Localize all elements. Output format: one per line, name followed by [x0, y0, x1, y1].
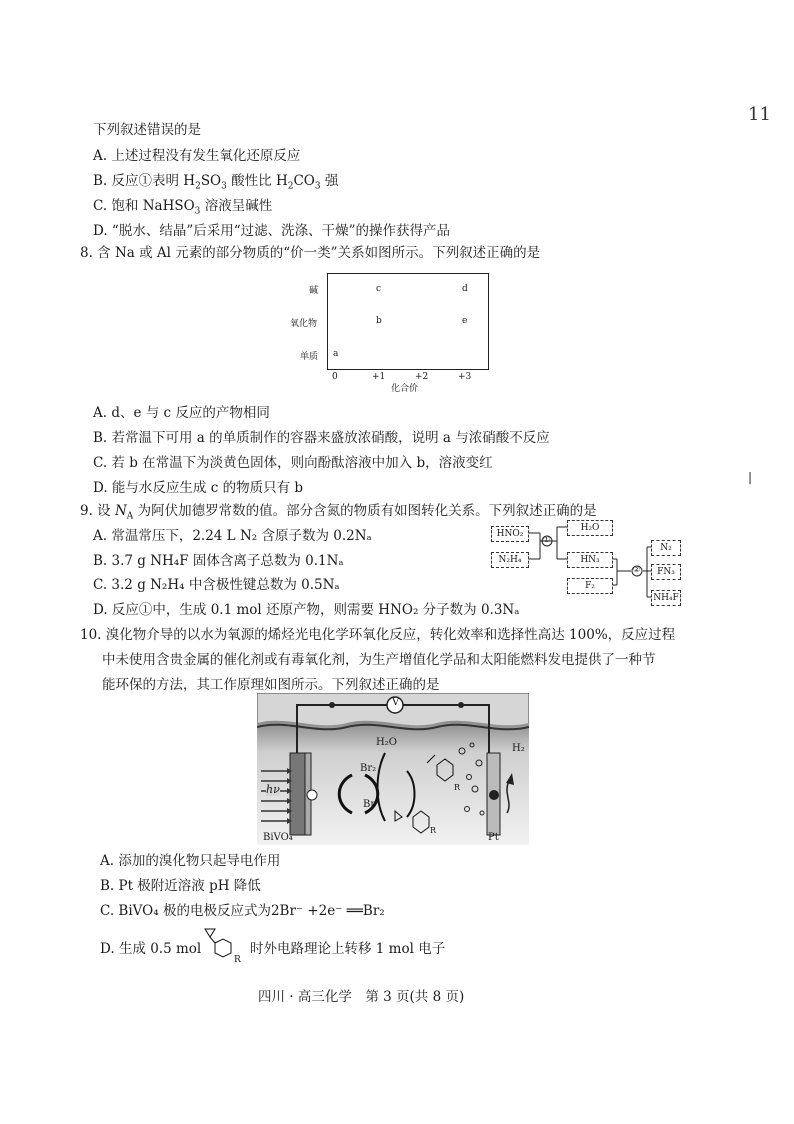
q8-stem: 8. 含 Na 或 Al 元素的部分物质的“价一类”关系如图所示。下列叙述正确的是 — [80, 245, 541, 261]
q10-stem-line3: 能环保的方法，其工作原理如图所示。下列叙述正确的是 — [102, 677, 440, 693]
q8-xtick-3: +3 — [458, 372, 472, 382]
voltmeter-label: V — [392, 697, 400, 708]
q10-option-c: C. BiVO₄ 极的电极反应式为2Br⁻ +2e⁻ ══Br₂ — [100, 903, 385, 919]
flow-fn3: FN₃ — [651, 564, 681, 580]
q9-option-b: B. 3.7 g NH₄F 固体含离子总数为 0.1Nₐ — [93, 553, 344, 569]
page-footer: 四川 · 高三化学 第 3 页(共 8 页) — [258, 989, 465, 1005]
q7-option-c: C. 饱和 NaHSO$_3$ 溶液呈碱性 — [93, 198, 273, 217]
corner-mark: 11 — [748, 104, 771, 125]
q8-option-d: D. 能与水反应生成 c 的物质只有 b — [93, 480, 304, 496]
flow-nh4f: NH₄F — [651, 590, 681, 606]
q8-xtick-2: +2 — [415, 372, 429, 382]
q9-option-c: C. 3.2 g N₂H₄ 中含极性键总数为 0.5Nₐ — [93, 577, 340, 593]
q8-point-a: a — [333, 349, 339, 359]
pt-label: Pt — [488, 832, 499, 843]
flow-hno2: HNO₂ — [491, 526, 529, 542]
q8-xtick-0: 0 — [332, 372, 338, 382]
r-group-label-2: R — [430, 826, 437, 835]
q8-point-c: c — [376, 284, 382, 294]
margin-mark: | — [748, 470, 753, 484]
q10-option-d-r: R — [234, 955, 241, 965]
flow-hn3: HN₃ — [567, 552, 613, 568]
q10-option-d-pre: D. 生成 0.5 mol — [100, 941, 202, 957]
q10-stem-line1: 10. 溴化物介导的以水为氧源的烯烃光电化学环氧化反应，转化效率和选择性高达 100%，反应过程 — [80, 627, 676, 643]
q10-option-d-post: 时外电路理论上转移 1 mol 电子 — [250, 941, 446, 957]
q7-option-d: D. “脱水、结晶”后采用“过滤、洗涤、干燥”的操作获得产品 — [93, 223, 451, 239]
q8-option-b: B. 若常温下可用 a 的单质制作的容器来盛放浓硝酸，说明 a 与浓硝酸不反应 — [93, 430, 550, 446]
br-ion-label: Br⁻ — [363, 799, 381, 810]
q8-point-d: d — [462, 284, 468, 294]
q8-xtick-1: +1 — [372, 372, 386, 382]
q9-stem: 9. 设 $N_A$ 为阿伏加德罗常数的值。部分含氮的物质有如图转化关系。下列叙述正确的是 — [80, 503, 597, 522]
q8-point-b: b — [376, 316, 382, 326]
flow-step-2: ② — [633, 565, 641, 574]
flow-n2: N₂ — [651, 540, 681, 556]
br2-label: Br₂ — [360, 763, 377, 774]
epoxide-structure-icon — [203, 925, 251, 963]
flow-h2o: H₂O — [567, 520, 613, 536]
q7-stem: 下列叙述错误的是 — [93, 122, 201, 138]
flow-f2: F₂ — [567, 578, 613, 594]
q8-option-c: C. 若 b 在常温下为淡黄色固体，则向酚酞溶液中加入 b，溶液变红 — [93, 455, 493, 471]
q9-option-d: D. 反应①中，生成 0.1 mol 还原产物，则需要 HNO₂ 分子数为 0.3Nₐ — [93, 602, 520, 618]
q10-stem-line2: 中未使用含贵金属的催化剂或有毒氧化剂，为生产增值化学品和太阳能燃料发电提供了一种节 — [102, 652, 656, 668]
q9-option-a: A. 常温常压下，2.24 L N₂ 含原子数为 0.2Nₐ — [93, 528, 372, 544]
flow-n2h4: N₂H₄ — [491, 552, 529, 568]
bivo4-label: BiVO₄ — [263, 832, 293, 843]
r-group-label-1: R — [454, 783, 461, 792]
q8-point-e: e — [462, 316, 468, 326]
flow-step-1: ① — [543, 535, 551, 544]
h2o-label: H₂O — [376, 737, 397, 748]
h2-label: H₂ — [512, 743, 525, 754]
q7-option-a: A. 上述过程没有发生氧化还原反应 — [93, 148, 301, 164]
q8-ylabel-oxide: 氧化物 — [290, 319, 318, 329]
q8-option-a: A. d、e 与 c 反应的产物相同 — [93, 405, 270, 421]
hv-label: hν — [266, 783, 280, 796]
q10-option-b: B. Pt 极附近溶液 pH 降低 — [100, 878, 261, 894]
q10-photoelectrochem-figure — [257, 693, 529, 845]
q10-option-a: A. 添加的溴化物只起导电作用 — [100, 853, 281, 869]
q8-ylabel-base: 碱 — [309, 286, 319, 296]
q7-option-b: B. 反应①表明 $H_2SO_3$ 酸性比 $H_2CO_3$ 强 — [93, 173, 339, 192]
q8-xaxis-title: 化合价 — [391, 384, 419, 394]
q8-ylabel-element: 单质 — [300, 352, 319, 362]
